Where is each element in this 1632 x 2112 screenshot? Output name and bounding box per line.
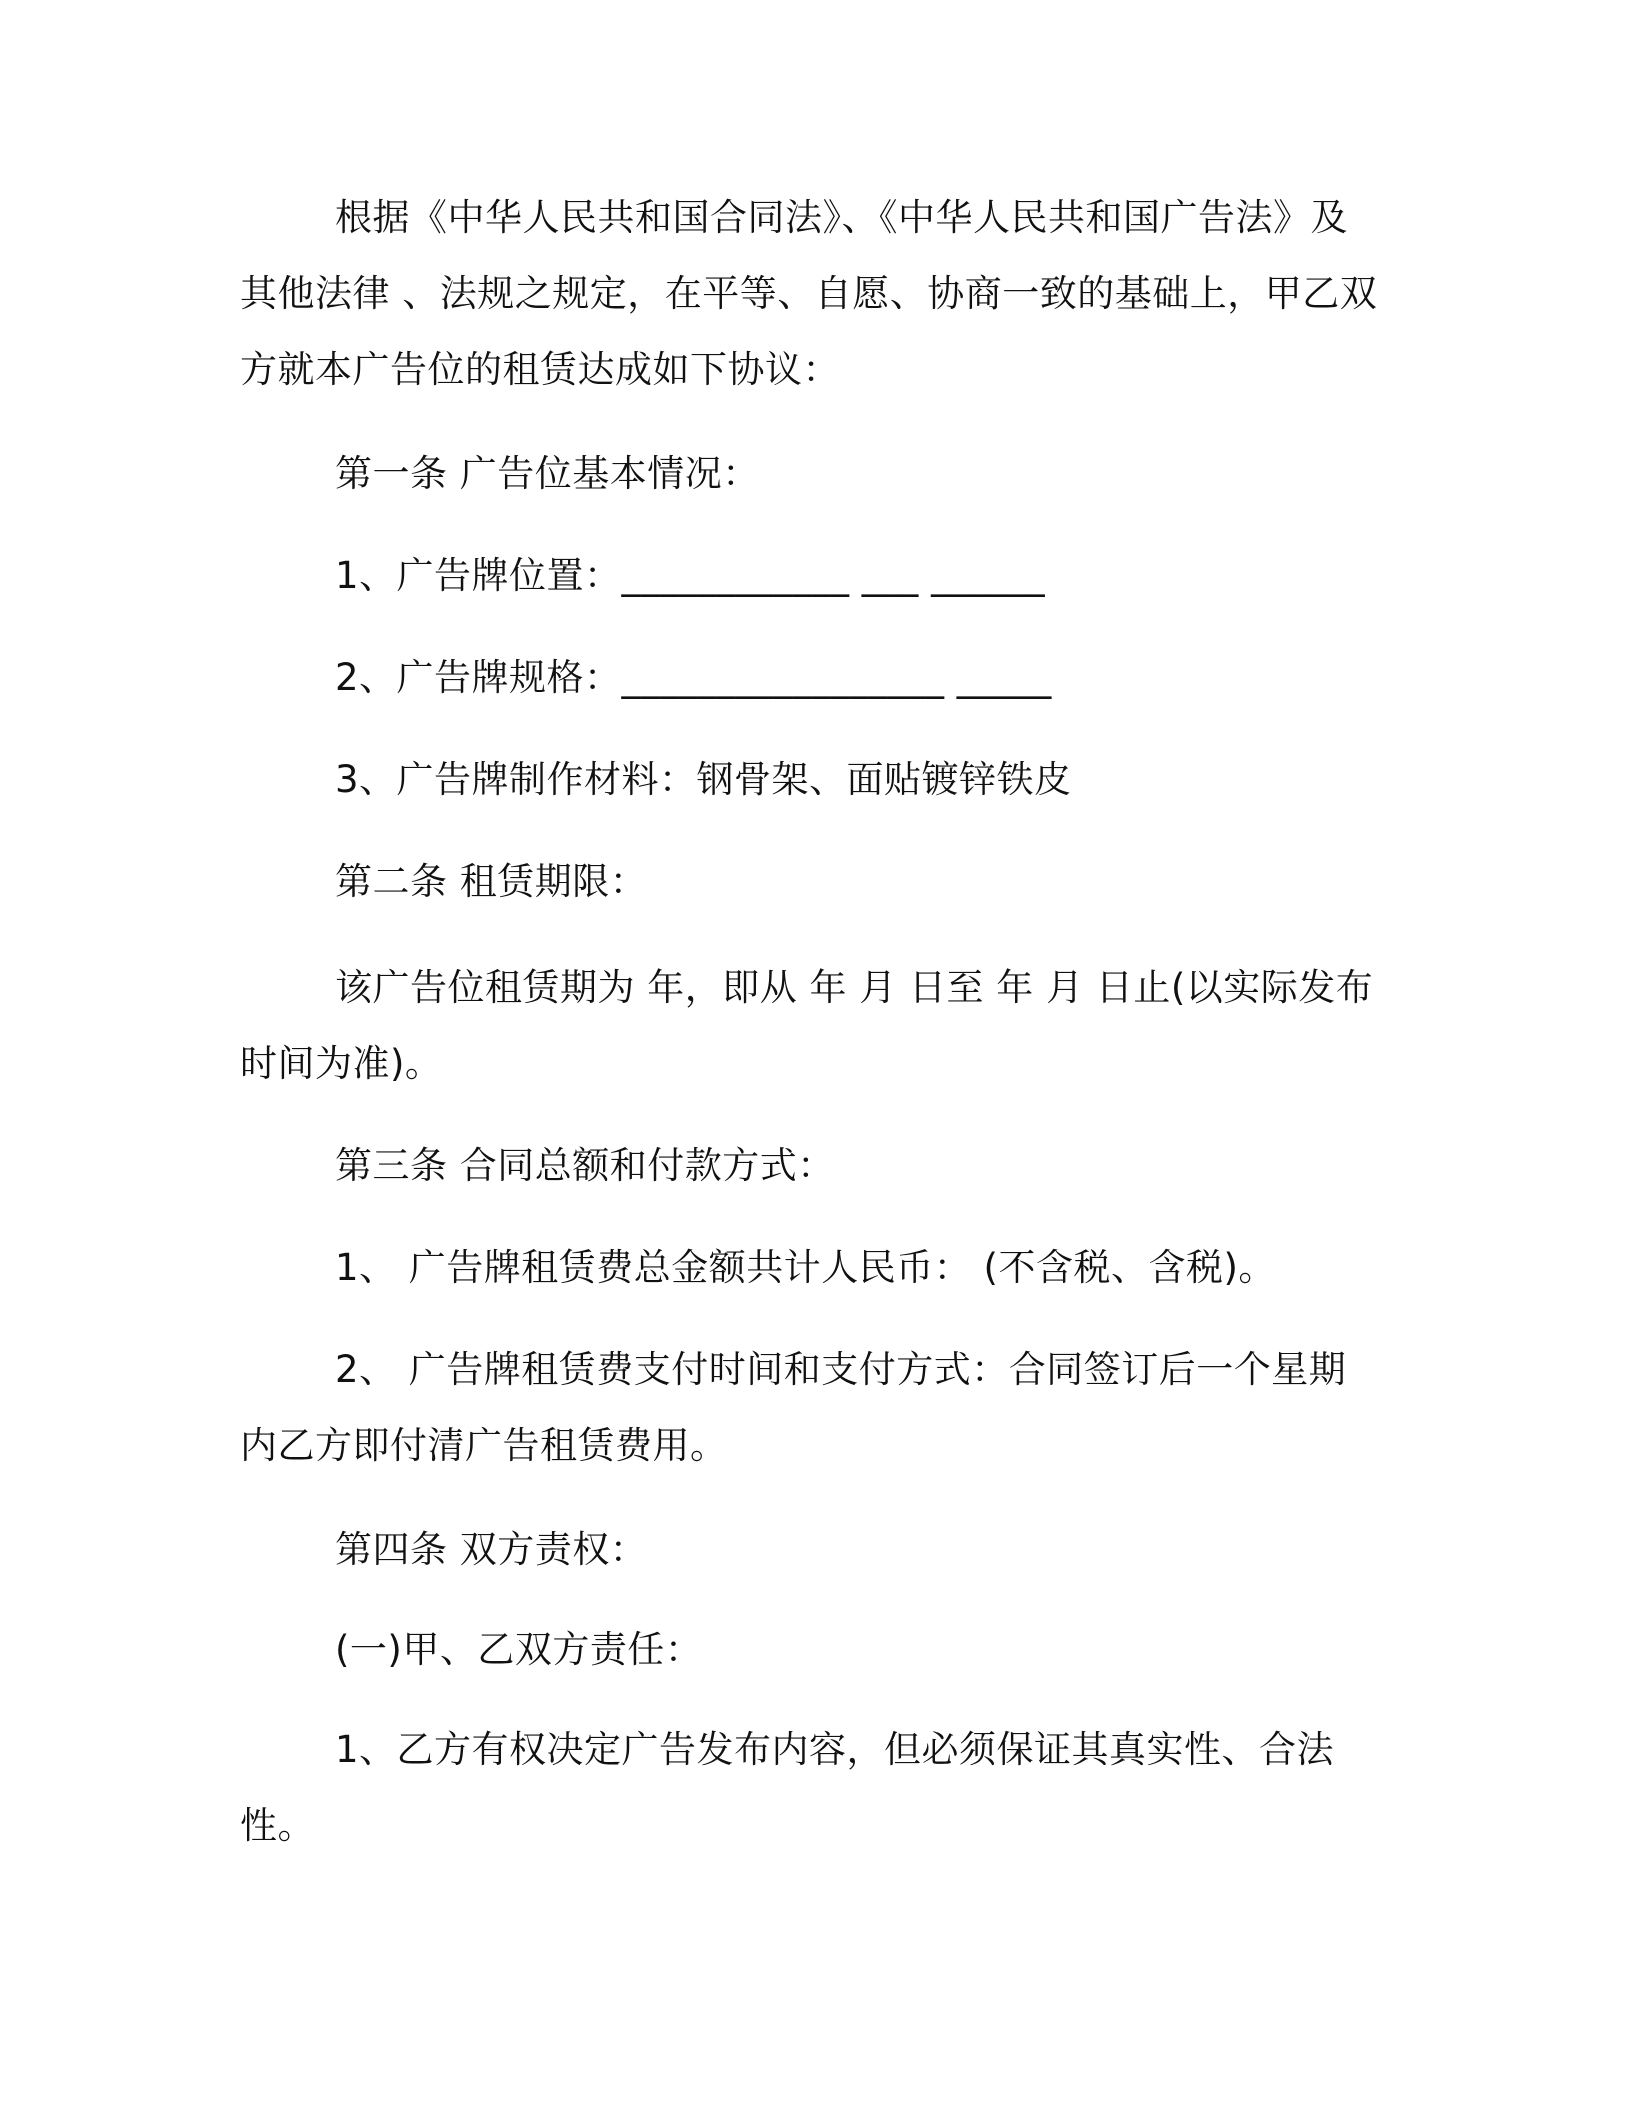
article-3-heading: 第三条 合同总额和付款方式： <box>335 1144 835 1187</box>
clause-billboard-location: 1、广告牌位置：____________ ___ ______ <box>335 554 1046 597</box>
lease-term-paragraph: 该广告位租赁期为 年，即从 年 月 日至 年 月 日止(以实际发布时间为准)。 <box>240 966 1374 1085</box>
clause-total-amount: 1、 广告牌租赁费总金额共计人民币： (不含税、含税)。 <box>335 1246 1276 1289</box>
clause-billboard-material: 3、广告牌制作材料：钢骨架、面贴镀锌铁皮 <box>335 758 1072 801</box>
article-2-heading: 第二条 租赁期限： <box>335 860 648 903</box>
clause-payment-method: 2、 广告牌租赁费支付时间和支付方式：合同签订后一个星期内乙方即付清广告租赁费用。 <box>240 1348 1347 1467</box>
article-1-heading: 第一条 广告位基本情况： <box>335 452 760 495</box>
article-4-heading: 第四条 双方责权： <box>335 1528 648 1571</box>
section-responsibilities-heading: (一)甲、乙双方责任： <box>335 1628 703 1671</box>
intro-paragraph: 根据《中华人民共和国合同法》、《中华人民共和国广告法》及其他法律 、法规之规定，在平等、自愿、协商一致的基础上，甲乙双方就本广告位的租赁达成如下协议： <box>240 196 1378 391</box>
clause-billboard-size: 2、广告牌规格：_________________ _____ <box>335 656 1052 699</box>
clause-content-rights: 1、乙方有权决定广告发布内容，但必须保证其真实性、合法性。 <box>240 1728 1335 1847</box>
